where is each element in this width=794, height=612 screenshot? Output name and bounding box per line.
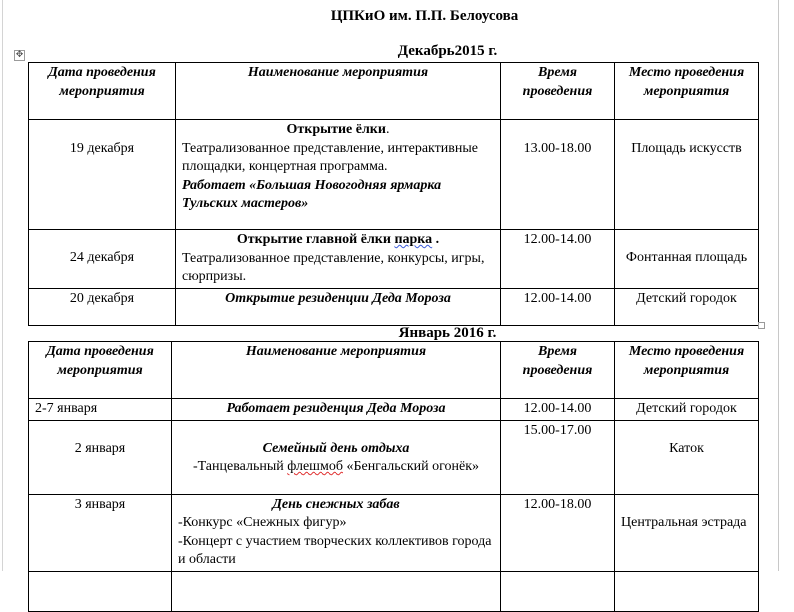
cell-place: Детский городок: [615, 288, 759, 325]
december-heading: Декабрь2015 г.: [397, 43, 498, 59]
spelling-flagged-word[interactable]: флешмоб: [287, 459, 343, 474]
cell-date: 24 декабря: [29, 230, 176, 289]
cell-place: [615, 571, 759, 611]
cell-time: [501, 571, 615, 611]
header-place: Место проведения мероприятия: [615, 342, 759, 399]
cell-time: 12.00-14.00: [501, 230, 615, 289]
table-resize-handle[interactable]: [758, 322, 765, 329]
table-row: [29, 230, 759, 289]
table-row: [29, 120, 759, 230]
table-row: [29, 420, 759, 494]
cell-name: [172, 571, 501, 611]
cell-place: Фонтанная площадь: [615, 230, 759, 289]
event-line: -Конкурс «Снежных фигур»: [178, 515, 347, 530]
cell-place: Каток: [615, 420, 759, 494]
event-title: День снежных забав: [272, 496, 400, 512]
table-header-row: [29, 342, 759, 399]
cell-place: Площадь искусств: [615, 120, 759, 230]
event-description: Театрализованное представление, интерактивные площадки, концертная программа.: [182, 140, 478, 174]
cell-time: 13.00-18.00: [501, 120, 615, 230]
cell-place: Центральная эстрада: [615, 494, 759, 571]
cell-date: 3 января: [29, 494, 172, 571]
cell-date: 2 января: [29, 420, 172, 494]
cell-time: 12.00-14.00: [501, 399, 615, 421]
header-name: Наименование мероприятия: [172, 342, 501, 399]
cell-name: [176, 230, 501, 289]
header-date: Дата проведения мероприятия: [29, 63, 176, 120]
table-move-handle-icon[interactable]: ✥: [15, 50, 24, 60]
cell-place: Детский городок: [615, 399, 759, 421]
table-row: [29, 494, 759, 571]
header-date: Дата проведения мероприятия: [29, 342, 172, 399]
grammar-flagged-word[interactable]: парка: [394, 232, 433, 247]
page-edge-left: [2, 0, 3, 571]
header-name: Наименование мероприятия: [176, 63, 501, 120]
december-table: [28, 62, 759, 326]
document-title: ЦПКиО им. П.П. Белоусова: [330, 8, 519, 24]
cell-name: [172, 494, 501, 571]
header-time: Время проведения: [501, 342, 615, 399]
cell-time: 15.00-17.00: [501, 420, 615, 494]
header-time: Время проведения: [501, 63, 615, 120]
event-title: Семейный день отдыха: [262, 440, 410, 456]
right-gutter: [779, 0, 794, 571]
cell-date: 19 декабря: [29, 120, 176, 230]
table-row: [29, 399, 759, 421]
event-line: -Концерт с участием творческих коллективов города и области: [178, 533, 492, 567]
cell-date: 20 декабря: [29, 288, 176, 325]
cell-time: 12.00-18.00: [501, 494, 615, 571]
cell-name: Открытие резиденции Деда Мороза: [176, 288, 501, 325]
cell-name: [172, 420, 501, 494]
table-header-row: [29, 63, 759, 120]
cell-name: [176, 120, 501, 230]
cell-date: 2-7 января: [29, 399, 172, 421]
event-description: Театрализованное представление, конкурсы, игры, сюрпризы.: [182, 250, 485, 284]
january-heading: Январь 2016 г.: [398, 325, 497, 341]
event-description: -Танцевальный флешмоб «Бенгальский огонёк»: [192, 459, 480, 474]
cell-name: Работает резиденция Деда Мороза: [172, 399, 501, 421]
cell-time: 12.00-14.00: [501, 288, 615, 325]
event-title: Открытие ёлки.: [286, 122, 390, 137]
event-extra: Работает «Большая Новогодняя ярмарка Тульских мастеров»: [182, 177, 442, 211]
cell-date: [29, 571, 172, 611]
header-place: Место проведения мероприятия: [615, 63, 759, 120]
table-row: [29, 288, 759, 325]
event-title: Открытие главной ёлки парка .: [236, 232, 440, 247]
table-row: [29, 571, 759, 611]
